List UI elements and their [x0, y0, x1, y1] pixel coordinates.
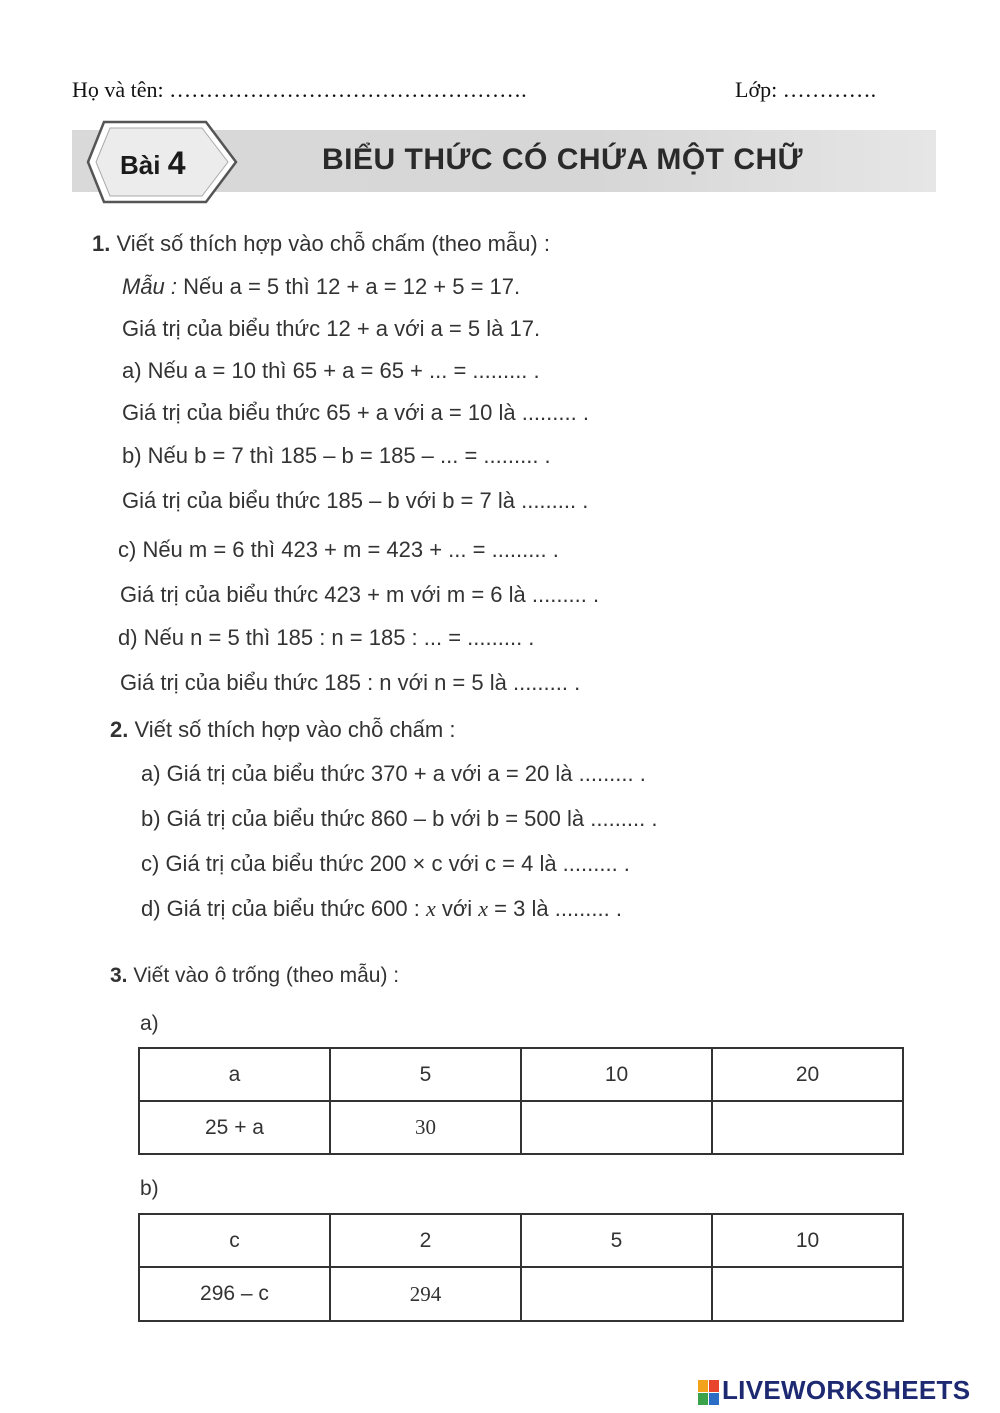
table-b-result-row — [139, 1267, 903, 1321]
table-b-value-cell: 5 — [521, 1214, 712, 1267]
exercise-1-heading — [92, 231, 550, 257]
exercise-2d-suffix: = 3 là ......... . — [488, 896, 622, 921]
table-b-value-cell: 2 — [330, 1214, 521, 1267]
exercise-2-number: 2. — [110, 717, 129, 742]
exercise-2-title: Viết số thích hợp vào chỗ chấm : — [134, 717, 456, 742]
table-b-value-cell: 10 — [712, 1214, 903, 1267]
table-b-answer-input[interactable] — [521, 1267, 712, 1321]
exercise-2-heading — [110, 717, 455, 743]
exercise-1-sample — [122, 274, 520, 300]
variable-x-second: x — [478, 896, 489, 921]
exercise-3-heading — [110, 964, 399, 988]
table-a-value-cell: 10 — [521, 1048, 712, 1101]
table-b-answer-input[interactable]: 294 — [330, 1267, 521, 1321]
exercise-2d-mid: với — [435, 896, 479, 921]
exercise-1-title: Viết số thích hợp vào chỗ chấm (theo mẫu) : — [116, 231, 550, 256]
lesson-title: BIỂU THỨC CÓ CHỨA MỘT CHỮ — [322, 143, 804, 176]
exercise-2d-prefix: d) Giá trị của biểu thức 600 : — [141, 896, 426, 921]
exercise-1-number: 1. — [92, 231, 111, 256]
name-field-label: Họ và tên: …………………………………………. — [72, 77, 527, 102]
table-b-expression-cell: 296 – c — [139, 1267, 330, 1321]
sample-text: Nếu a = 5 thì 12 + a = 12 + 5 = 17. — [183, 274, 521, 299]
table-a-header-row — [139, 1048, 903, 1101]
class-field-label: Lớp: …………. — [735, 77, 877, 102]
exercise-1a-expression: a) Nếu a = 10 thì 65 + a = 65 + ... = ......... . — [122, 358, 540, 383]
sample-label: Mẫu : — [122, 274, 178, 299]
exercise-1b-expression: b) Nếu b = 7 thì 185 – b = 185 – ... = ......... . — [122, 443, 551, 468]
lesson-badge-word: Bài — [120, 150, 161, 180]
exercise-2a: a) Giá trị của biểu thức 370 + a với a = 20 là ......... . — [141, 761, 646, 786]
table-a — [138, 1047, 904, 1155]
table-b-header-row — [139, 1214, 903, 1267]
table-a-result-row — [139, 1101, 903, 1154]
exercise-1d-value: Giá trị của biểu thức 185 : n với n = 5 là ......... . — [120, 670, 581, 695]
exercise-1c-expression: c) Nếu m = 6 thì 423 + m = 423 + ... = ......... . — [118, 537, 559, 562]
exercise-2d — [141, 896, 622, 922]
table-b-answer-input[interactable] — [712, 1267, 903, 1321]
exercise-2b: b) Giá trị của biểu thức 860 – b với b = 500 là ......... . — [141, 806, 658, 831]
table-a-expression-cell: 25 + a — [139, 1101, 330, 1154]
exercise-1d-expression: d) Nếu n = 5 thì 185 : n = 185 : ... = ......... . — [118, 625, 535, 650]
variable-x: x — [425, 896, 436, 921]
liveworksheets-logo-icon — [697, 1378, 721, 1408]
exercise-3-number: 3. — [110, 964, 128, 987]
part-a-label: a) — [140, 1012, 159, 1035]
sample-value-line: Giá trị của biểu thức 12 + a với a = 5 là 17. — [122, 316, 541, 341]
table-a-answer-input[interactable]: 30 — [330, 1101, 521, 1154]
lesson-badge-number: 4 — [167, 145, 186, 181]
table-a-value-cell: 5 — [330, 1048, 521, 1101]
lesson-badge-label — [120, 145, 186, 182]
exercise-1a-value: Giá trị của biểu thức 65 + a với a = 10 là ......... . — [122, 400, 589, 425]
exercise-3-title: Viết vào ô trống (theo mẫu) : — [133, 964, 400, 987]
table-a-var-cell: a — [139, 1048, 330, 1101]
table-a-answer-input[interactable] — [521, 1101, 712, 1154]
part-b-label: b) — [140, 1177, 159, 1200]
table-b — [138, 1213, 904, 1322]
table-a-value-cell: 20 — [712, 1048, 903, 1101]
table-b-var-cell: c — [139, 1214, 330, 1267]
liveworksheets-logo-text: LIVEWORKSHEETS — [722, 1375, 971, 1405]
exercise-1b-value: Giá trị của biểu thức 185 – b với b = 7 là ......... . — [122, 488, 589, 513]
exercise-1c-value: Giá trị của biểu thức 423 + m với m = 6 là ......... . — [120, 582, 600, 607]
table-a-answer-input[interactable] — [712, 1101, 903, 1154]
exercise-2c: c) Giá trị của biểu thức 200 × c với c = 4 là ......... . — [141, 851, 630, 876]
